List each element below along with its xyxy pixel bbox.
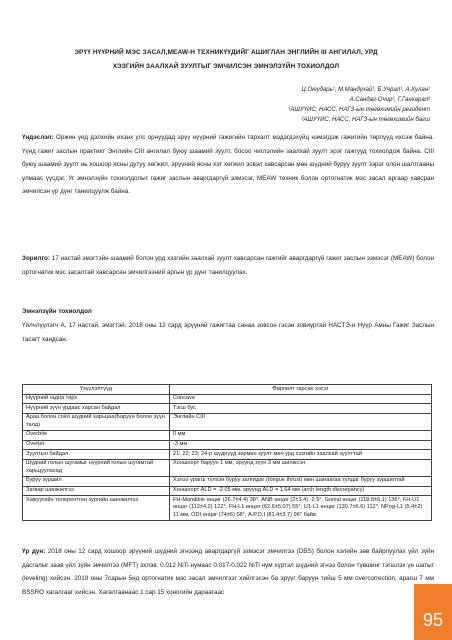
intro-text: Оржин үед дэлхийн ихэнх улс орнуудад эрүү нүүрний гажигийн тархалт мэдэгдэхүйц нэмэгдэж гажигийн төрлүүд ихсэж байна. Үүнд гажиг заслын практикт Энглийн CIII ангилал буюу шаамий зуулт, босоо чиглэлийн заалхай зуулт эрэг гажгууд тохиолдож байна. CIII буюу шаамий зуулт нь хошоор ясны дутуу хөгжил, эрүүний ясны хэт хөгжил эсвэл хавсарсан мөн шүдний буруу зуулт зэрэг олон шалтгааны улмаас үүсдэг. Уг эмнэлзүйн тохиолдолыг гажиг заслын аваргдаргүй эзмэсэг, MEAW техник болон ортогнатик мэс засал аргаар хавсран эмчилсэн үр дүнг танилцуулж байна. [22, 134, 434, 195]
table-cell-change: Энглийн CIII [170, 413, 432, 430]
table-header-changes: Өөрлөлт гарсан хэсэг [170, 385, 432, 395]
authors-line-2: А.Сандаг-Очир², Г.Ганхарал² [349, 97, 430, 103]
table-cell-indicator: Нүүрний гадна төрх [23, 394, 170, 404]
case-findings-table [22, 384, 432, 521]
affiliation-2: ²АШУҮИС, НАСС, НАГЗ-ын төгөхимийн багш [301, 117, 430, 123]
table-row [23, 459, 432, 476]
table-cell-indicator: Зуултын байдал [23, 450, 170, 460]
table-row [23, 413, 432, 430]
page-number: 95 [422, 610, 444, 630]
title-line-1: ЭРҮҮ НҮҮРНИЙ МЭС ЗАСАЛ,MEAW-Н ТЕХНИКҮҮДИЙГ АШИГЛАН ЭНГЛИЙН III АНГИЛАЛ, УРД [74, 49, 378, 56]
table-row [23, 430, 432, 440]
table-row [23, 486, 432, 496]
affiliation-1: ¹АШУҮИС, НАСС, НАГЗ-ын төгөхимийн резидент [288, 107, 430, 113]
table-cell-change: Хоншоорт баруун 1 мм, эрүүнд зүүн 3 мм шилжсэн [170, 459, 432, 476]
table-row [23, 404, 432, 414]
table-row [23, 394, 432, 404]
result-paragraph [22, 545, 434, 599]
table-row [23, 496, 432, 521]
intro-paragraph [22, 131, 434, 199]
table-row [23, 476, 432, 486]
table-cell-change: Concave [170, 394, 432, 404]
table-row [23, 440, 432, 450]
table-cell-indicator: Буруу зуршил [23, 476, 170, 486]
goal-label: Зорилго: [22, 255, 50, 262]
author-block [170, 85, 430, 125]
table-cell-change: Тэгш бус [170, 404, 432, 414]
table-cell-indicator: Араа болон соёо шүдний харьцаа(Баруун болон зүүн талд) [23, 413, 170, 430]
table-cell-indicator: Шүдний голын шугамыг нүүрний голын шугамтай харьцуулахад [23, 459, 170, 476]
title-line-2: ХЭЗГИЙН ЗААЛХАЙ ЗУУЛТЫГ ЭМЧИЛСЭН ЭМНЭЛЗҮЙН ТОХИОЛДОЛ [112, 63, 340, 70]
case-paragraph: Үйлчлүүлэгч А, 17 настай, эмэгтэй. 2018 оны 12 сард эрүүний гажигтаа санаа зовсон гэсэн зовиуртай НАСТЭ-н Нүүр Амны Гажиг Заслын тасагт хандсан. [22, 322, 434, 343]
table-cell-indicator: Overbite [23, 430, 170, 440]
goal-text: 17 настай эмэгтэйн шаамий болон урд хэзгийн заалхай зуулт хавсарсан гажгийг аваргдаргүй гажиг заслын эзмэсэг (MEAW) болон ортогнатик мэс засалтай хавсарсан эмчилгээний аргын үр дүнг танилцуулах. [22, 255, 434, 276]
table-row [23, 450, 432, 460]
table-header-indicators: Үзүүлэлтүүд [23, 385, 170, 395]
table-header-row [23, 385, 432, 395]
table-cell-indicator: Overjet [23, 440, 170, 450]
table-cell-change: Хэлээ урагш түлхэн буруу залгидаг (tongue thrust) мөн шанаагаа тулдаг буруу зуршилтай [170, 476, 432, 486]
table-cell-indicator: Загвар шинжилгээ [23, 486, 170, 496]
goal-paragraph [22, 252, 434, 279]
result-label: Үр дүн: [22, 548, 46, 555]
table-cell-change: 0 мм [170, 430, 432, 440]
intro-label: Үндэслэл: [22, 134, 54, 141]
authors-line-1: Ц.Оюударь¹, М.Мандухай¹, Б.Учрал¹, А.Хулан¹ [301, 87, 430, 93]
article-title [20, 46, 432, 74]
case-heading: Эмнэлзүйн тохиолдол [22, 308, 92, 315]
table-cell-change: FH-Mandible өнцөг (26.7±4.4) 38°, ANB өнцөг (2±1.4) -2.5°, Gonial өнцөг (118.8±6.1) 136°, FH-U1 өнцөг (112±4.2) 122°, FH-L1 өнцөг (62.6±5.07) 55°, U1-L1 өнцөг (130.7±6.6) 112°, NPog-L1 (5.4±2) 11 мм, ODI өнцөг (74±6) 58°, A.P.D.I (81.4±3.7) 96° байв. [170, 496, 432, 521]
result-text: 2018 оны 12 сард хошоор эрүүний шүдний эгнээнд аваргдаргүй эзмэсэг эмчилгээ (DBS) болон хэлийн зөв байрлуулах үйл зүйн дасгалыг заав үйл зүйн эмчилгээ (MFT) эхлэв. 0.012 NiTi нумаас 0.017-0.022 NiTi нум хүртэл шүдний эгнээ болон түвшинг тэгшлэх үе шатыг (leveling) хийсэн. 2019 оны 7сарын 5нд ортогнатик мэс засал эмчилгээг хийлгэсэн ба эрүүг баруун тийш 5 мм overcorrection, арагш 7 мм BSSRO хагалгааг хийсэн. Хагалгаанаас 1 сар 15 хоногийн дараагаас [22, 548, 434, 596]
table-cell-indicator: Хажуугийн телерентген зургийн шинжилгээ [23, 496, 170, 521]
table-cell-change: 21; 22; 23; 24-р шүднүүд зөрмөн зуулт мөн урд хэзгийн заалхай зуулттай [170, 450, 432, 460]
table-cell-change: -3 мм [170, 440, 432, 450]
table-cell-change: Хоншоорт ALD = -2.05 мм, эрүүнд ALD = 1.64 мм (arch length discrepancy) [170, 486, 432, 496]
table-cell-indicator: Нүүрний зүүн урдаас харсан байдал [23, 404, 170, 414]
table-body [23, 394, 432, 520]
